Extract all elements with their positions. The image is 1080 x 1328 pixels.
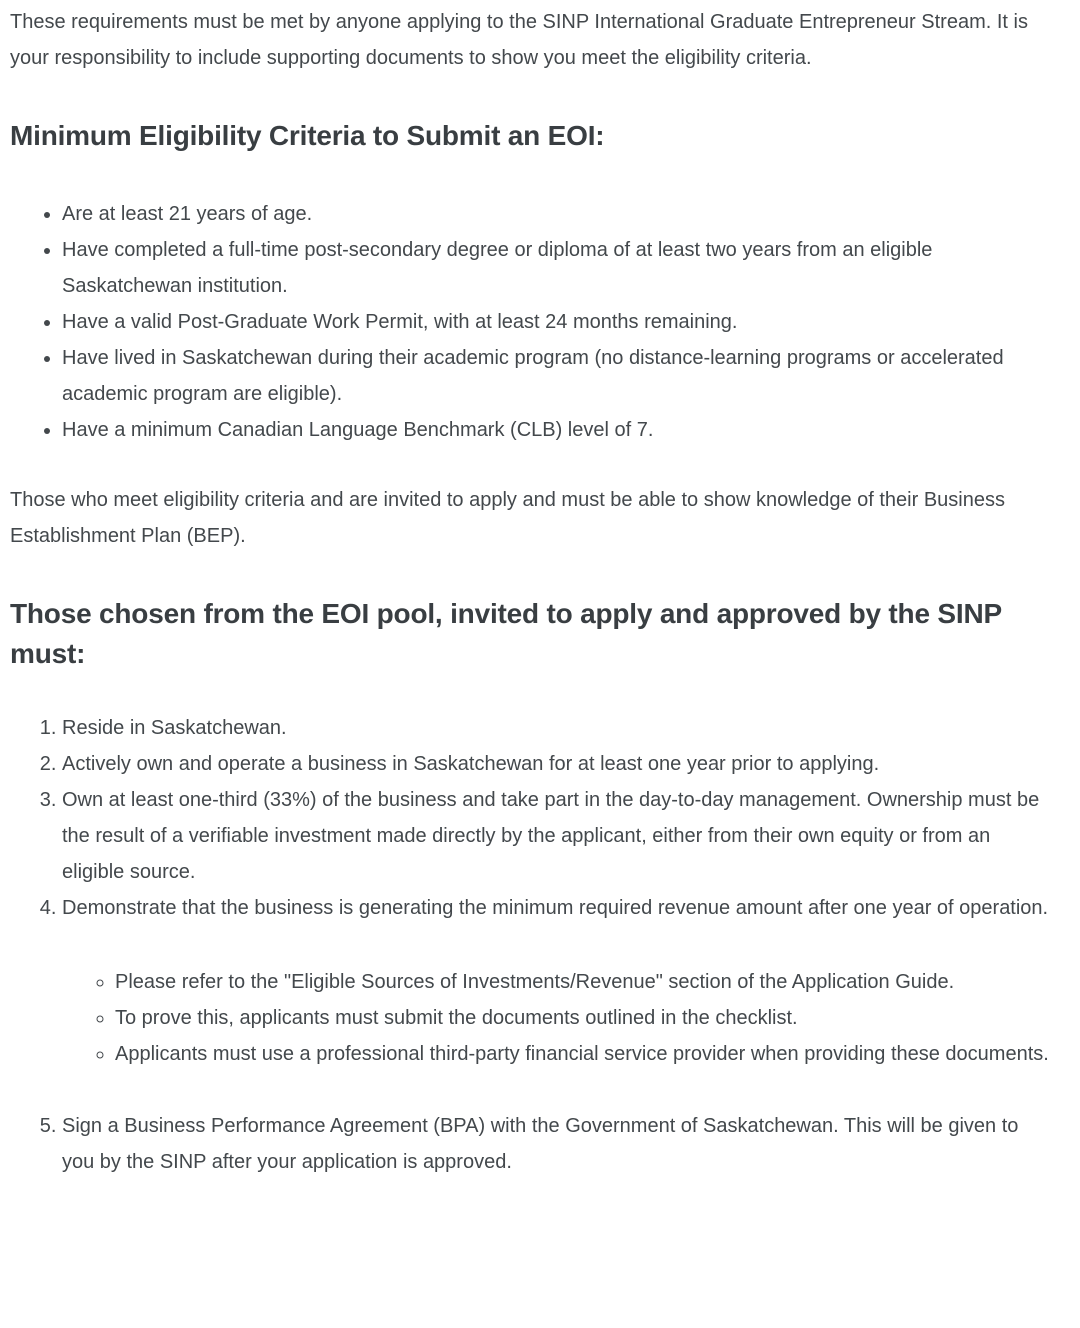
list-item: • Have completed a full-time post-secondary degree or diploma of at least two years from an eligible Saskatchewan institution. bbox=[62, 232, 1050, 304]
sublist-item: ◦ Applicants must use a professional third-party financial service provider when providing these documents. bbox=[115, 1036, 1050, 1072]
revenue-proof-sublist bbox=[62, 964, 1050, 1072]
intro-paragraph: These requirements must be met by anyone applying to the SINP International Graduate Entrepreneur Stream. It is your responsibility to include supporting documents to show you meet the eligibility criteria. bbox=[10, 11, 1028, 69]
list-item: • Have a minimum Canadian Language Benchmark (CLB) level of 7. bbox=[62, 412, 1050, 448]
list-item: • Are at least 21 years of age. bbox=[62, 196, 1050, 232]
list-item: 3. Own at least one-third (33%) of the business and take part in the day-to-day management. Ownership must be the result of a verifiable investment made directly by the applicant, either from their own equity or from an eligible source. bbox=[62, 782, 1050, 890]
heading-chosen-from-pool: Those chosen from the EOI pool, invited to apply and approved by the SINP must: bbox=[10, 598, 1002, 669]
heading-minimum-eligibility: Minimum Eligibility Criteria to Submit an EOI: bbox=[10, 120, 605, 151]
list-item: 2. Actively own and operate a business in Saskatchewan for at least one year prior to applying. bbox=[62, 746, 1050, 782]
list-item: 5. Sign a Business Performance Agreement (BPA) with the Government of Saskatchewan. This will be given to you by the SINP after your application is approved. bbox=[62, 1108, 1050, 1180]
list-item: • Have lived in Saskatchewan during their academic program (no distance-learning programs or accelerated academic program are eligible). bbox=[62, 340, 1050, 412]
approved-requirements-list bbox=[10, 710, 1050, 1180]
list-item bbox=[62, 890, 1050, 1072]
list-item: 1. Reside in Saskatchewan. bbox=[62, 710, 1050, 746]
list-item: • Have a valid Post-Graduate Work Permit, with at least 24 months remaining. bbox=[62, 304, 1050, 340]
bep-paragraph: Those who meet eligibility criteria and are invited to apply and must be able to show knowledge of their Business Establishment Plan (BEP). bbox=[10, 489, 1005, 547]
list-item-text: Demonstrate that the business is generating the minimum required revenue amount after one year of operation. bbox=[62, 897, 1049, 919]
eoi-criteria-list bbox=[10, 196, 1050, 448]
sublist-item: ◦ To prove this, applicants must submit the documents outlined in the checklist. bbox=[115, 1000, 1050, 1036]
sublist-item: ◦ Please refer to the "Eligible Sources of Investments/Revenue" section of the Application Guide. bbox=[115, 964, 1050, 1000]
